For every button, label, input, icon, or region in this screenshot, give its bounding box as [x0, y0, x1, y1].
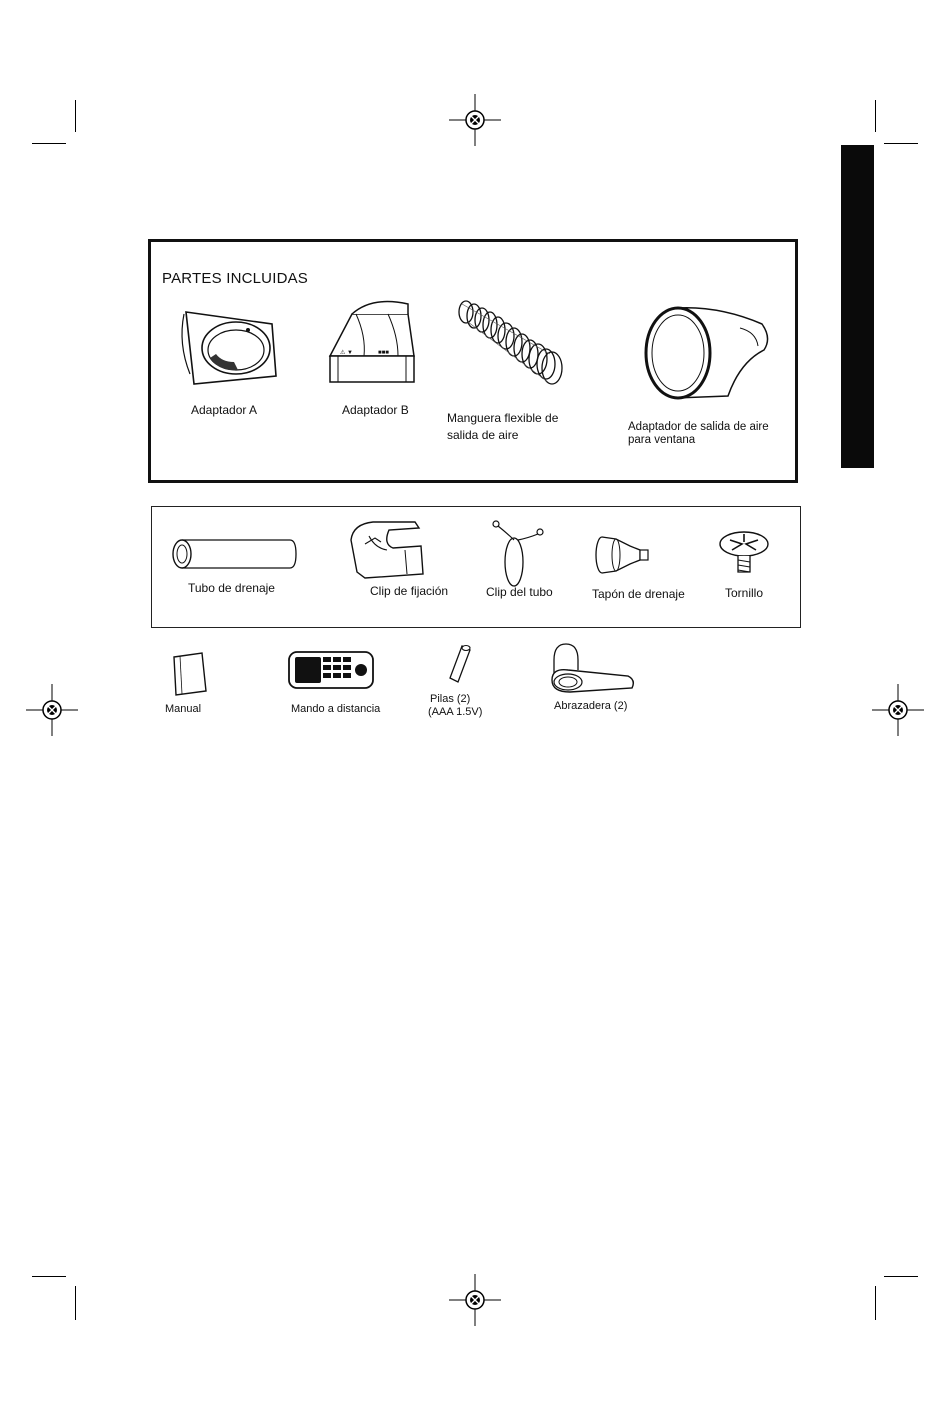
window-adapter-label: Adaptador de salida de aire para ventana	[628, 421, 769, 446]
battery-sublabel: (AAA 1.5V)	[428, 706, 483, 718]
crop-mark-bottom-left-h	[32, 1276, 66, 1277]
drain-tube-label: Tubo de drenaje	[188, 581, 275, 595]
window-adapter-icon	[640, 302, 772, 402]
crop-mark-top-right-h	[884, 143, 918, 144]
adapter-a-icon	[176, 304, 280, 386]
crop-mark-top-right-v	[875, 100, 876, 132]
crop-mark-bottom-right-v	[875, 1286, 876, 1320]
svg-text:■■■: ■■■	[378, 350, 389, 356]
registration-mark-right-icon	[872, 684, 924, 736]
screw-icon	[716, 530, 772, 576]
adapter-a-label: Adaptador A	[191, 403, 258, 417]
fixing-clip-label: Clip de fijación	[370, 584, 449, 598]
drain-plug-label: Tapón de drenaje	[592, 587, 685, 601]
manual-label: Manual	[165, 703, 202, 715]
drain-tube-icon	[170, 538, 298, 570]
fixing-clip-icon	[345, 514, 425, 584]
svg-text:⚠ ▼: ⚠ ▼	[340, 350, 353, 356]
registration-mark-left-icon	[26, 684, 78, 736]
battery-icon	[446, 644, 474, 684]
tube-clip-label: Clip del tubo	[486, 585, 553, 599]
screw-label: Tornillo	[725, 586, 764, 600]
remote-control-label: Mando a distancia	[291, 703, 381, 715]
section-thumb-tab	[841, 145, 874, 468]
crop-mark-bottom-left-v	[75, 1286, 76, 1320]
flexible-hose-icon	[454, 296, 566, 388]
battery-label: Pilas (2)	[430, 693, 471, 705]
adapter-b-icon	[326, 296, 416, 386]
drain-plug-icon	[594, 534, 656, 576]
registration-mark-top-icon	[449, 94, 501, 146]
manual-icon	[172, 651, 210, 697]
clamp-label: Abrazadera (2)	[554, 700, 628, 712]
registration-mark-bottom-icon	[449, 1274, 501, 1326]
tube-clip-icon	[488, 518, 550, 588]
section-title: PARTES INCLUIDAS	[162, 270, 309, 287]
adapter-b-label: Adaptador B	[342, 403, 409, 417]
crop-mark-bottom-right-h	[884, 1276, 918, 1277]
remote-control-icon	[287, 650, 375, 690]
crop-mark-top-left-v	[75, 100, 76, 132]
flexible-hose-label: Manguera flexible de salida de aire	[447, 411, 559, 442]
crop-mark-top-left-h	[32, 143, 66, 144]
clamp-icon	[548, 640, 638, 696]
